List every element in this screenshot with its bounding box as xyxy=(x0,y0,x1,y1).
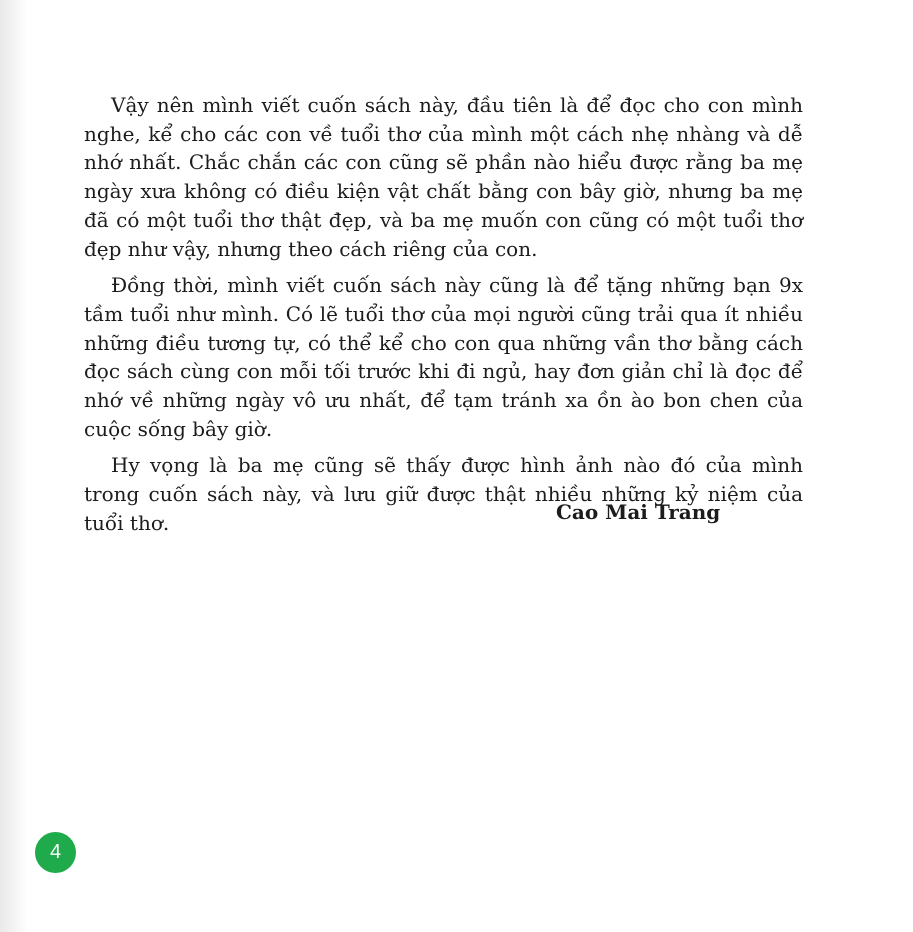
body-text xyxy=(84,91,803,546)
paragraph-2: Đồng thời, mình viết cuốn sách này cũng là để tặng những bạn 9x tầm tuổi như mình. Có lẽ tuổi thơ của mọi người cũng trải qua ít nhiều những điều tương tự, có thể kể cho con qua những vần thơ bằng cách đọc sách cùng con mỗi tối trước khi đi ngủ, hay đơn giản chỉ là đọc để nhớ về những ngày vô ưu nhất, để tạm tránh xa ồn ào bon chen của cuộc sống bây giờ. xyxy=(84,273,803,441)
page-number-badge: 4 xyxy=(35,832,76,873)
author-signature: Cao Mai Trang xyxy=(556,500,721,524)
paragraph-1: Vậy nên mình viết cuốn sách này, đầu tiên là để đọc cho con mình nghe, kể cho các con về tuổi thơ của mình một cách nhẹ nhàng và dễ nhớ nhất. Chắc chắn các con cũng sẽ phần nào hiểu được rằng ba mẹ ngày xưa không có điều kiện vật chất bằng con bây giờ, nhưng ba mẹ đã có một tuổi thơ thật đẹp, và ba mẹ muốn con cũng có một tuổi thơ đẹp như vậy, nhưng theo cách riêng của con. xyxy=(84,93,803,261)
paragraph-3: Hy vọng là ba mẹ cũng sẽ thấy được hình ảnh nào đó của mình trong cuốn sách này, và lưu giữ được thật nhiều những kỷ niệm của tuổi thơ. xyxy=(84,453,803,535)
page-gutter-shadow xyxy=(0,0,28,932)
